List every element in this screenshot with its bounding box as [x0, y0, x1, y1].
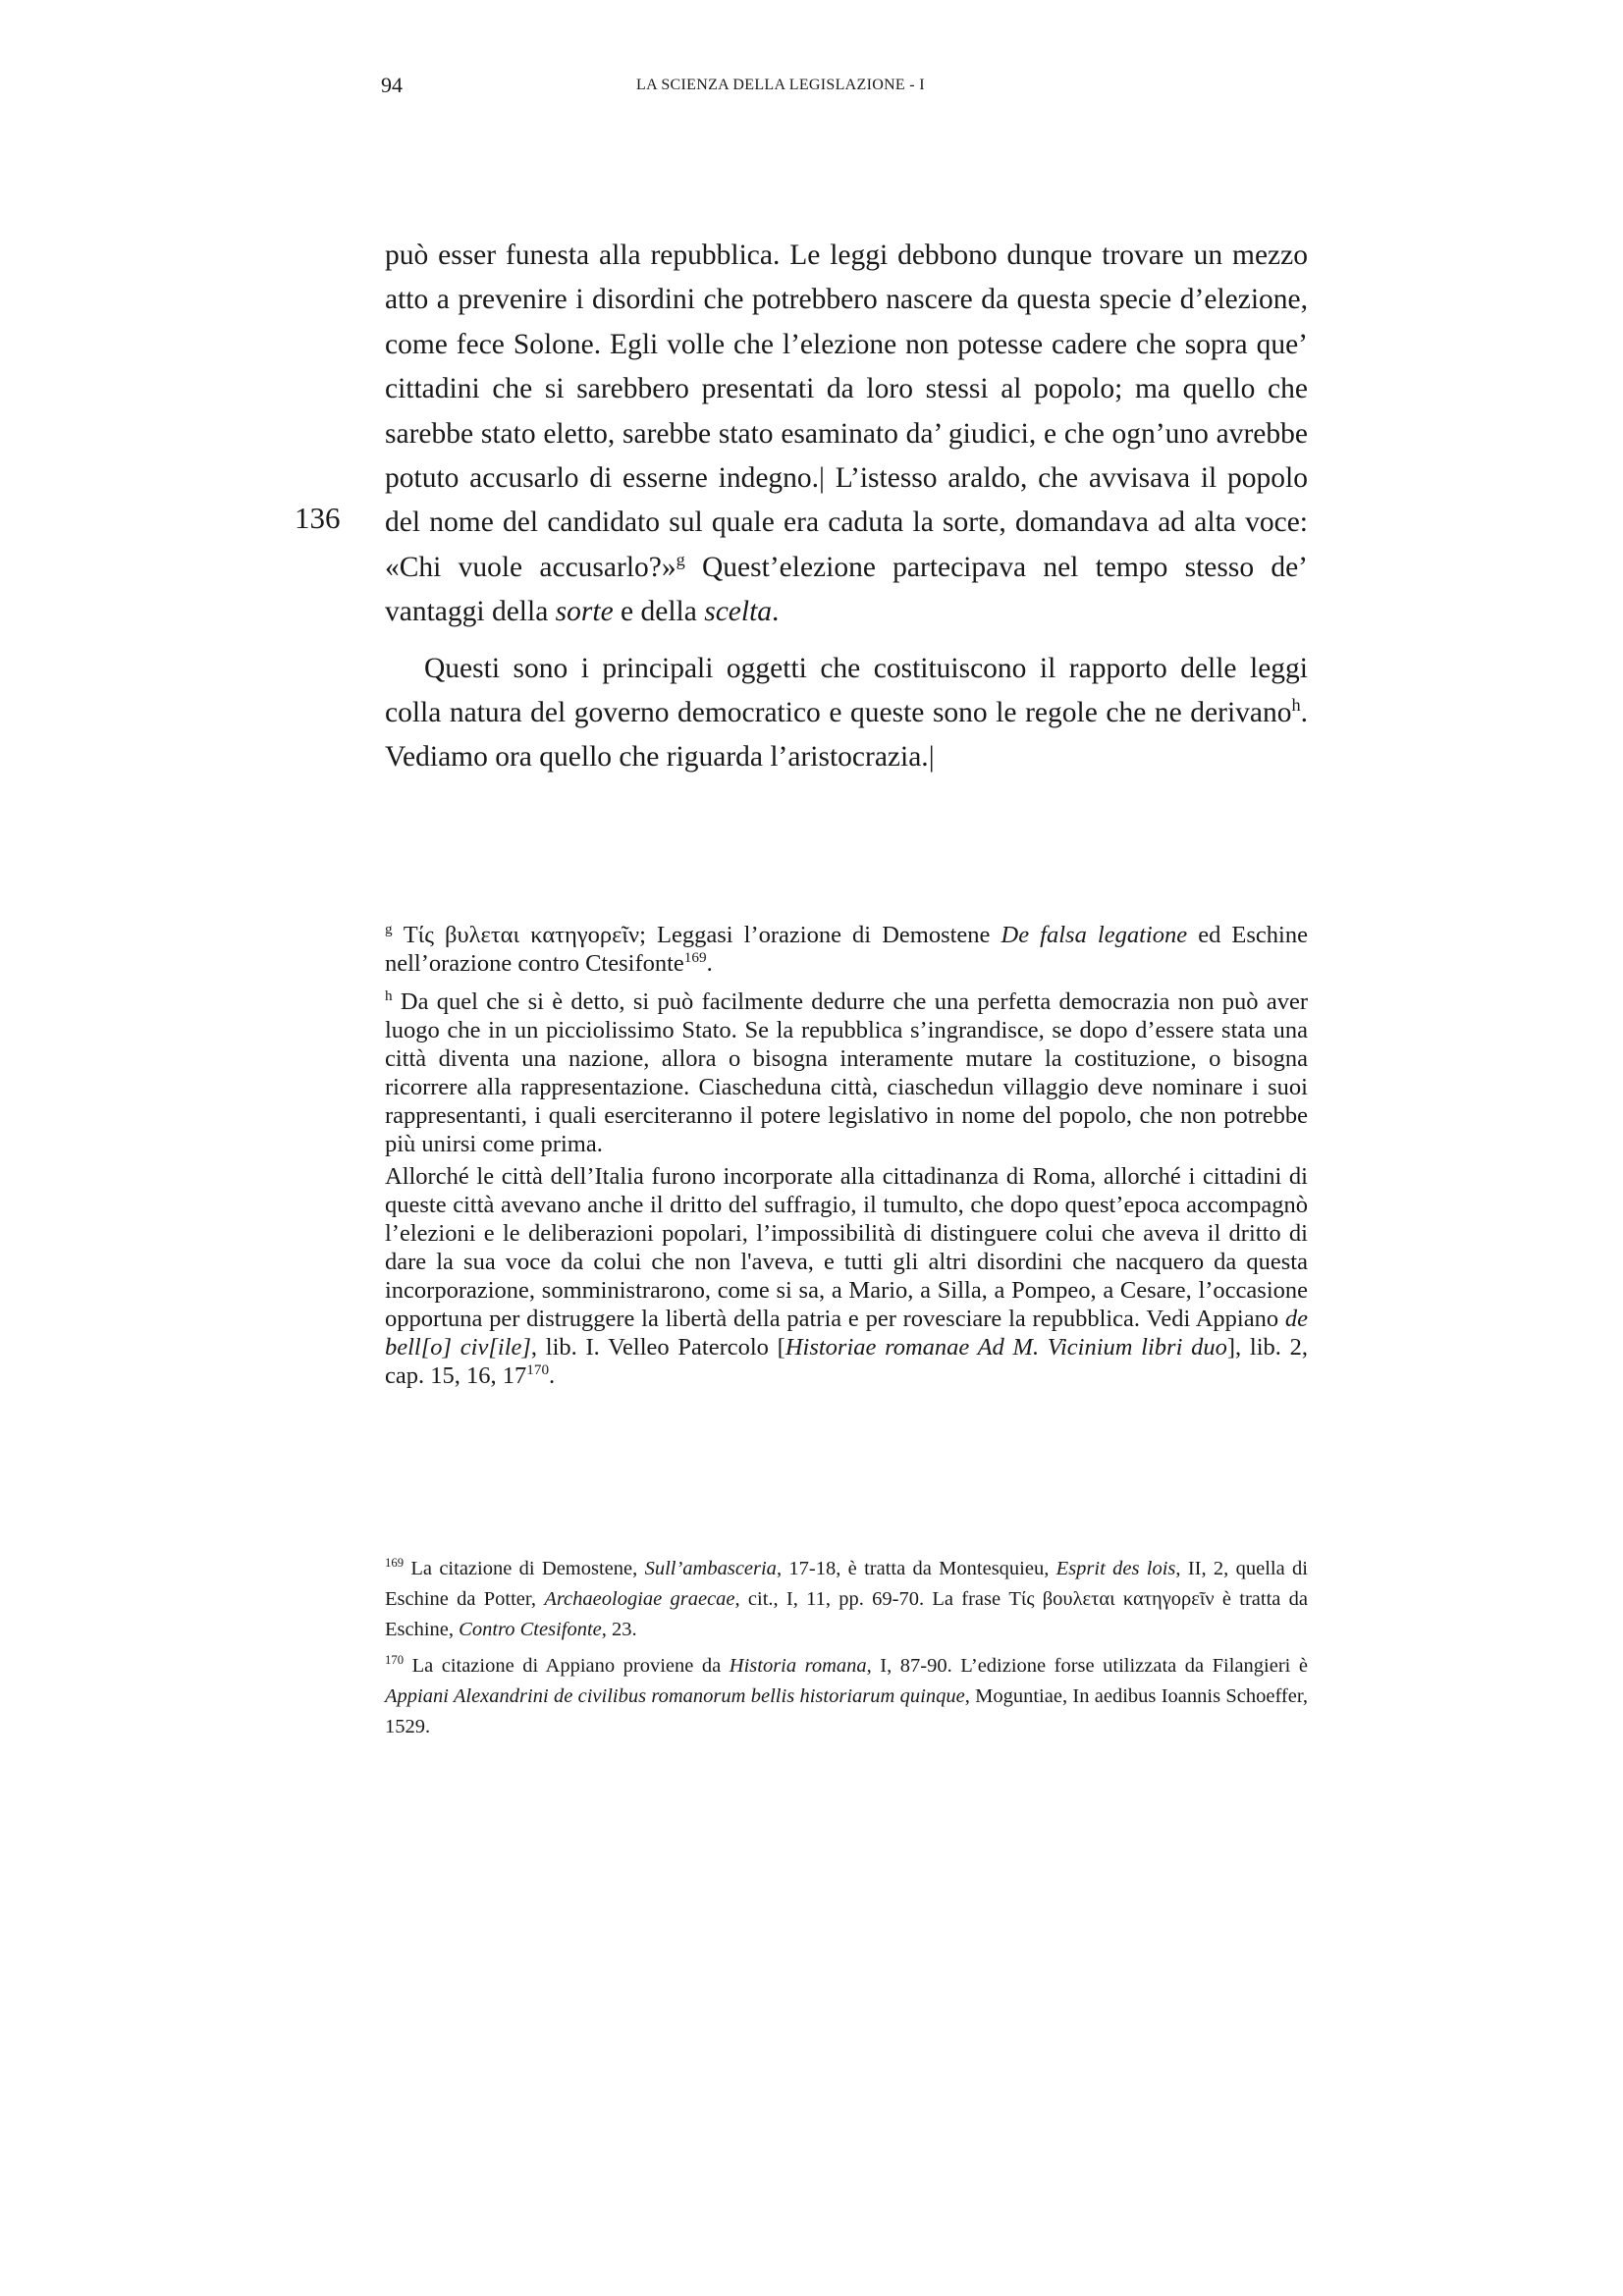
running-head: LA SCIENZA DELLA LEGISLAZIONE - I: [636, 77, 925, 93]
editorial-notes: [385, 1554, 1308, 1742]
paragraph: Questi sono i principali oggetti che costituiscono il rapporto delle leggi colla natura del governo democratico e queste sono le regole che ne derivano$^h$. Vediamo ora quello che riguarda l’aristocrazia.|: [385, 652, 1308, 774]
footnote-h-continued: Allorché le città dell’Italia furono incorporate alla cittadinanza di Roma, allorché i cittadini di queste città avevano anche il dritto del suffragio, il tumulto, che dopo quest’epoca accompagnò l’elezioni e le deliberazioni popolari, l’impossibilità di distinguere colui che aveva il dritto di dare la sua voce da colui che non l'aveva, e tutti gli altri disordini che nacquero da questa incorporazione, somministrarono, come si sa, a Mario, a Silla, a Pompeo, a Cesare, l’occasione opportuna per distruggere la libertà della patria e per rovesciare la repubblica. Vedi Appiano de bell[o] civ[ile], lib. I. Velleo Patercolo [Historiae romanae Ad M. Vicinium libri duo], lib. 2, cap. 15, 16, $17^{170}$.: [385, 1163, 1308, 1389]
page-number: 94: [381, 73, 403, 97]
margin-page-reference: 136: [295, 501, 341, 535]
page-break-marker: |: [819, 462, 825, 495]
page-break-marker: |: [928, 741, 935, 774]
main-text: [385, 234, 1308, 780]
editorial-note-ref: 169: [683, 948, 707, 966]
editorial-note-ref: 170: [526, 1361, 550, 1378]
paragraph: può esser funesta alla repubblica. Le leggi debbono dunque trovare un mezzo atto a prevenire i disordini che potrebbero nascere da questa specie d’elezione, come fece Solone. Egli volle che l’elezione non potesse cadere che sopra que’ cittadini che si sarebbero presentati da loro stessi al popolo; ma quello che sarebbe stato eletto, sarebbe stato esaminato da’ giudici, e che ogn’uno avrebbe potuto accusarlo di esserne indegno.| L’istesso araldo, che avvisava il popolo del nome del candidato sul quale era caduta la sorte, domandava ad alta voce: «Chi vuole accusarlo?»$^g$ Quest’elezione partecipava nel tempo stesso de’ vantaggi della sorte e della scelta.: [385, 240, 1308, 628]
editorial-note-170: $^{170}$ La citazione di Appiano proviene da Historia romana, I, 87-90. L’edizione forse utilizzata da Filangieri è Appiani Alexandrini de civilibus romanorum bellis historiarum quinque, Moguntiae, In aedibus Ioannis Schoeffer, 1529.: [385, 1653, 1308, 1737]
footnote-g: $^g$ Τίς βυλεται κατηγορεῖν; Leggasi l’orazione di Demostene De falsa legatione ed Eschine nell’orazione contro Ctesifonte$^{169}$.: [385, 920, 1308, 977]
editorial-note-169: $^{169}$ La citazione di Demostene, Sull’ambasceria, 17-18, è tratta da Montesquieu, Esprit des lois, II, 2, quella di Eschine da Potter, Archaeologiae graecae, cit., I, 11, pp. 69-70. La frase Τίς βουλεται κατηγορεῖν è tratta da Eschine, Contro Ctesifonte, 23.: [385, 1556, 1309, 1640]
footnote-marker-h: h: [1291, 695, 1301, 716]
author-footnotes: [385, 921, 1308, 1390]
footnote-h: $^h$ Da quel che si è detto, si può facilmente dedurre che una perfetta democrazia non può aver luogo che in un picciolissimo Stato. Se la repubblica s’ingrandisce, se dopo d’essere stata una città diventa una nazione, allora o bisogna interamente mutare la costituzione, o bisogna ricorrere alla rappresentazione. Ciascheduna città, ciaschedun villaggio deve nominare i suoi rappresentanti, i quali eserciteranno il potere legislativo in nome del popolo, che non potrebbe più unirsi come prima.: [385, 987, 1308, 1157]
footnote-marker-g: g: [676, 550, 685, 570]
